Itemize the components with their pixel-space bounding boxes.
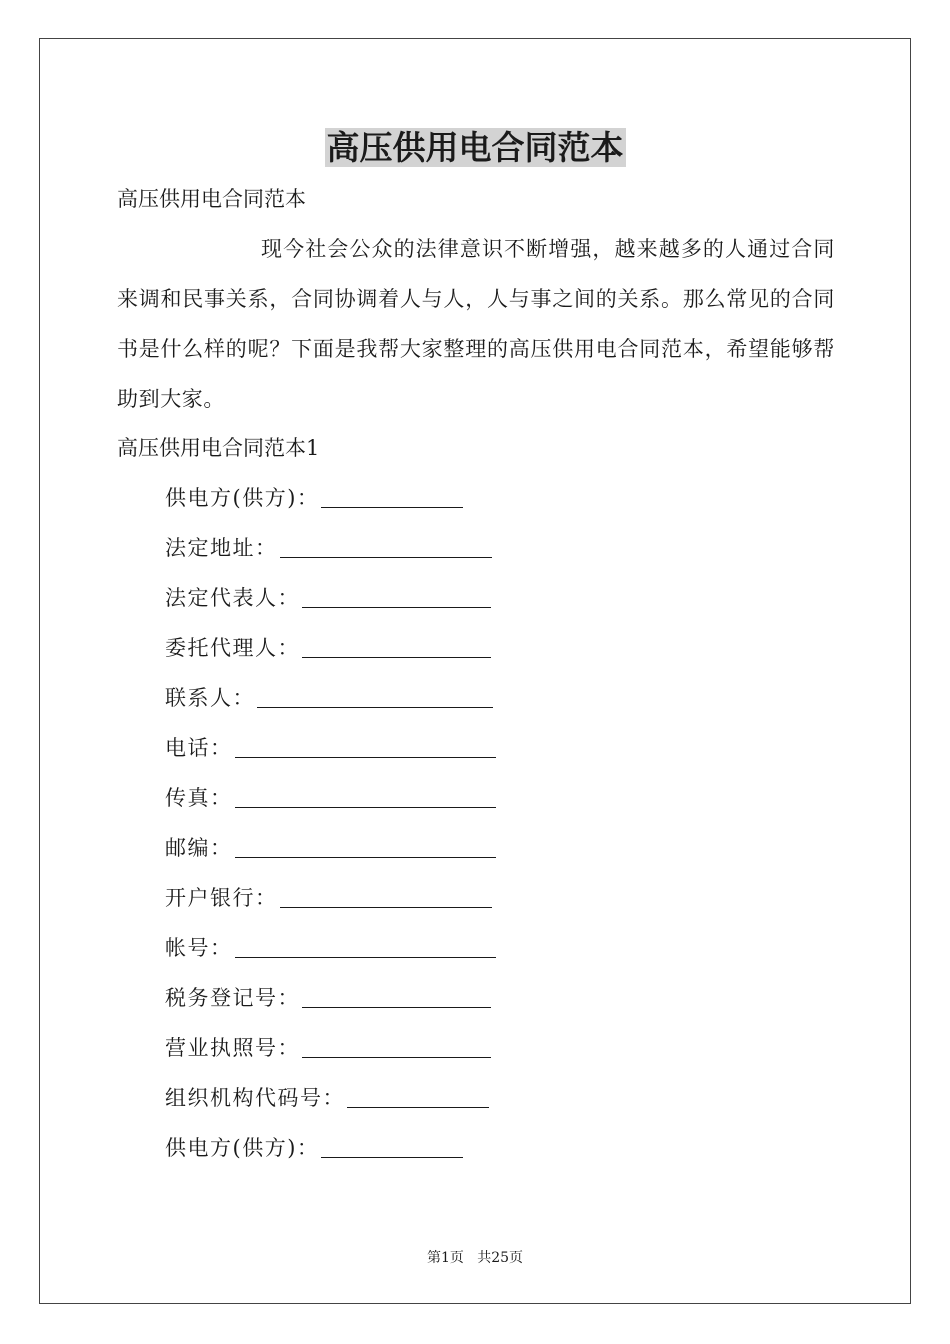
field-row-supplier-repeat <box>165 1133 565 1183</box>
field-label: 法定代表人： <box>165 586 300 610</box>
blank-line[interactable] <box>235 933 496 958</box>
blank-line[interactable] <box>347 1083 489 1108</box>
field-label: 邮编： <box>165 836 233 860</box>
blank-line[interactable] <box>302 583 491 608</box>
blank-line[interactable] <box>280 883 492 908</box>
contract-field-list <box>165 483 565 1183</box>
field-row-legal-address <box>165 533 565 583</box>
blank-line[interactable] <box>302 983 491 1008</box>
field-row-phone <box>165 733 565 783</box>
field-label: 组织机构代码号： <box>165 1086 345 1110</box>
document-title-text: 高压供用电合同范本 <box>326 128 624 167</box>
field-label: 开户银行： <box>165 886 278 910</box>
intro-paragraph: 现今社会公众的法律意识不断增强，越来越多的人通过合同来调和民事关系，合同协调着人与人，人与事之间的关系。那么常见的合同书是什么样的呢？下面是我帮大家整理的高压供用电合同范本，希望能够帮助到大家。 <box>117 237 835 411</box>
field-label: 帐号： <box>165 936 233 960</box>
field-row-fax <box>165 783 565 833</box>
field-label: 电话： <box>165 736 233 760</box>
field-label: 供电方(供方)： <box>165 486 320 510</box>
blank-line[interactable] <box>321 1133 463 1158</box>
page-footer: 第1页 共25页 <box>426 1250 524 1266</box>
field-row-legal-representative <box>165 583 565 633</box>
field-label: 税务登记号： <box>165 986 300 1010</box>
field-row-organization-code <box>165 1083 565 1133</box>
field-label: 供电方(供方)： <box>165 1136 320 1160</box>
section-heading: 高压供用电合同范本1 <box>117 436 320 460</box>
blank-line[interactable] <box>235 733 496 758</box>
field-row-account <box>165 933 565 983</box>
field-row-bank <box>165 883 565 933</box>
field-row-contact <box>165 683 565 733</box>
document-title <box>0 126 950 170</box>
blank-line[interactable] <box>321 483 463 508</box>
blank-line[interactable] <box>235 783 496 808</box>
blank-line[interactable] <box>302 1033 491 1058</box>
blank-line[interactable] <box>280 533 492 558</box>
field-row-supplier <box>165 483 565 533</box>
field-label: 传真： <box>165 786 233 810</box>
blank-line[interactable] <box>235 833 496 858</box>
field-row-agent <box>165 633 565 683</box>
field-label: 联系人： <box>165 686 255 710</box>
field-row-tax-id <box>165 983 565 1033</box>
blank-line[interactable] <box>257 683 493 708</box>
field-row-postcode <box>165 833 565 883</box>
document-subtitle: 高压供用电合同范本 <box>117 187 306 211</box>
blank-line[interactable] <box>302 633 491 658</box>
field-label: 营业执照号： <box>165 1036 300 1060</box>
field-label: 委托代理人： <box>165 636 300 660</box>
field-row-business-license <box>165 1033 565 1083</box>
field-label: 法定地址： <box>165 536 278 560</box>
